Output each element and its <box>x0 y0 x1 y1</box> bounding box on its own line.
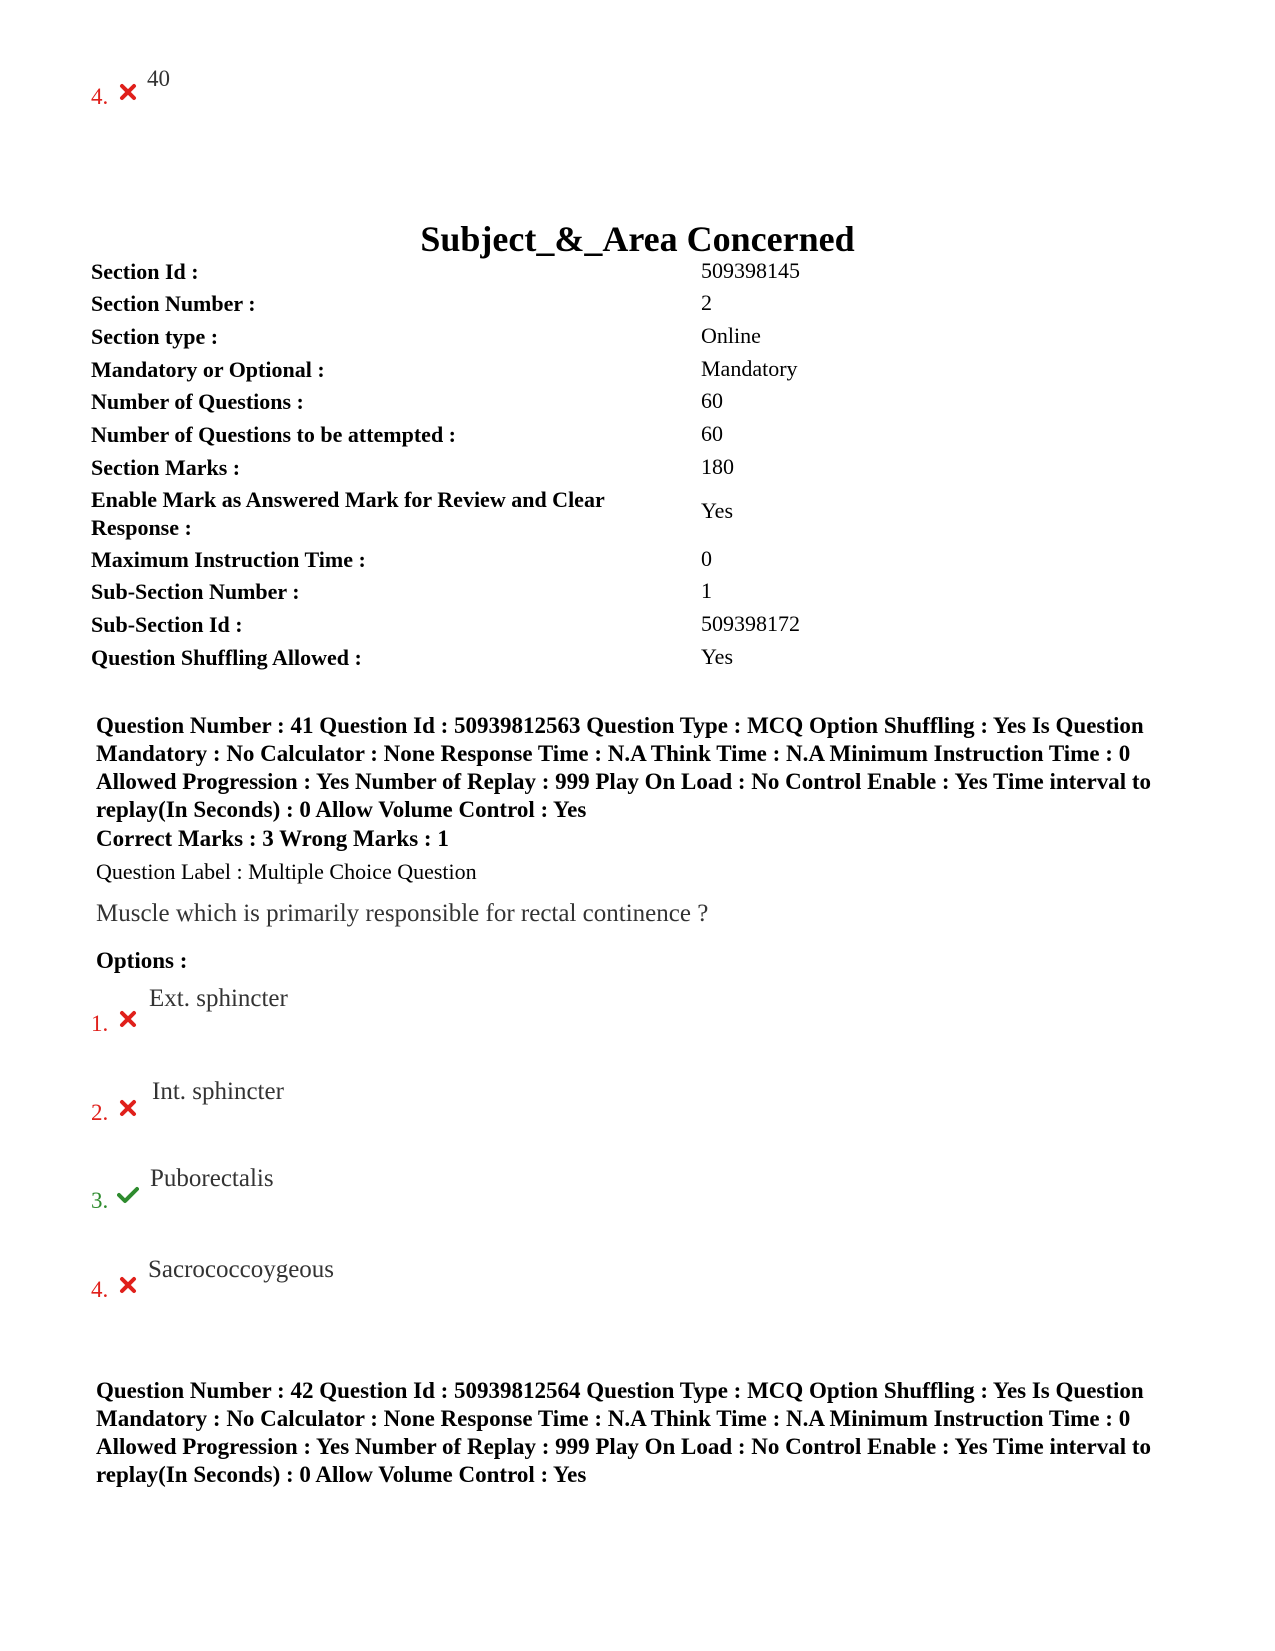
row-value: 1 <box>701 578 712 603</box>
question-header: Question Number : 42 Question Id : 50939812564 Question Type : MCQ Option Shuffling : Yes Is Question Mandatory : No Calculator : None Response Time : N.A Think Time : N.A Minimum Instruction Time : 0 Allowed Progression : Yes Number of Replay : 999 Play On Load : No Control Enable : Yes Time interval to replay(In Seconds) : 0 Allow Volume Control : Yes <box>96 1378 1152 1487</box>
prev-option-text: 40 <box>147 66 170 91</box>
prev-option-number: 4. <box>91 84 109 109</box>
section-title: Subject_&_Area Concerned <box>420 219 855 259</box>
option-text: Ext. sphincter <box>149 985 288 1012</box>
option-text: Puborectalis <box>150 1165 274 1192</box>
question-header: Question Number : 41 Question Id : 50939812563 Question Type : MCQ Option Shuffling : Yes Is Question Mandatory : No Calculator : None Response Time : N.A Think Time : N.A Minimum Instruction Time : 0 Allowed Progression : Yes Number of Replay : 999 Play On Load : No Control Enable : Yes Time interval to replay(In Seconds) : 0 Allow Volume Control : Yes <box>96 713 1152 822</box>
cross-icon <box>119 1099 137 1117</box>
row-label: Section Id : <box>91 259 199 284</box>
row-label: Sub-Section Number : <box>91 579 300 604</box>
row-value: 2 <box>701 290 712 315</box>
cross-icon <box>119 1276 137 1294</box>
cross-icon <box>119 1010 137 1028</box>
check-icon <box>117 1186 139 1204</box>
row-value: Online <box>701 323 761 348</box>
row-value: Mandatory <box>701 356 798 381</box>
row-value: 60 <box>701 388 723 413</box>
row-label: Sub-Section Id : <box>91 612 243 637</box>
option-text: Int. sphincter <box>152 1078 284 1105</box>
row-value: 509398172 <box>701 611 800 636</box>
option-text: Sacrococcoygeous <box>148 1256 335 1283</box>
row-value: 0 <box>701 546 712 571</box>
row-value: 509398145 <box>701 258 800 283</box>
row-value: 180 <box>701 454 734 479</box>
section-row <box>91 486 1191 542</box>
row-value: Yes <box>701 498 734 523</box>
row-label: Maximum Instruction Time : <box>91 547 366 572</box>
option-number: 4. <box>91 1277 109 1302</box>
row-label: Question Shuffling Allowed : <box>91 645 362 670</box>
options-label: Options : <box>96 948 188 973</box>
row-label: Section type : <box>91 324 219 349</box>
question-label: Question Label : Multiple Choice Question <box>96 859 477 884</box>
option-number: 2. <box>91 1100 109 1125</box>
row-label: Number of Questions : <box>91 389 304 414</box>
row-label: Number of Questions to be attempted : <box>91 422 457 447</box>
question-text: Muscle which is primarily responsible for rectal continence ? <box>96 900 709 927</box>
row-label: Section Number : <box>91 291 256 316</box>
row-value: 60 <box>701 421 723 446</box>
question-marks: Correct Marks : 3 Wrong Marks : 1 <box>96 826 449 851</box>
option-number: 1. <box>91 1011 109 1036</box>
cross-icon <box>119 83 137 101</box>
row-label: Section Marks : <box>91 455 241 480</box>
option-number: 3. <box>91 1188 109 1213</box>
row-label: Enable Mark as Answered Mark for Review and Clear Response : <box>91 487 605 540</box>
row-label: Mandatory or Optional : <box>91 357 325 382</box>
row-value: Yes <box>701 644 734 669</box>
